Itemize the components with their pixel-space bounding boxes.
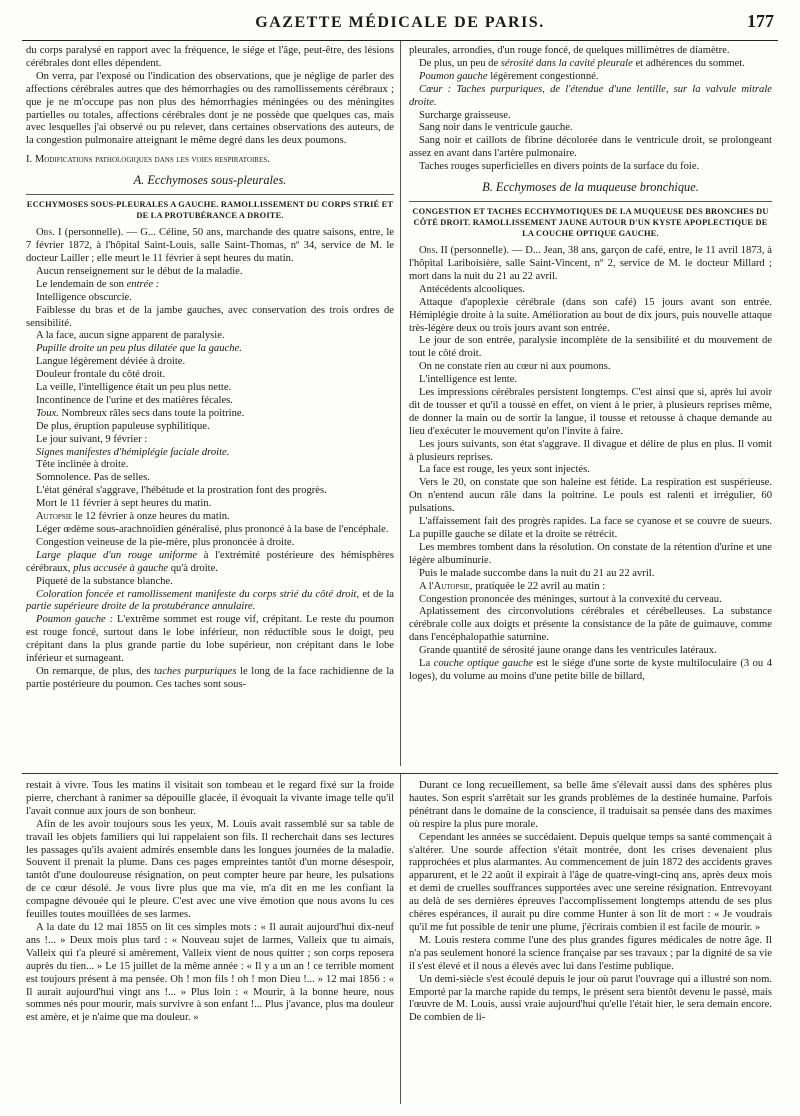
paragraph: Congestion prononcée des méninges, surtout à la convexité du cerveau. [419, 593, 722, 605]
paragraph: Langue légèrement déviée à droite. [36, 356, 186, 368]
paragraph: Poumon gauche : L'extrême sommet est rouge vif, crépitant. Le reste du poumon est rouge foncé, surtout dans le lobe inférieur, non réductible sous le doigt, peu crépitant dans la plus grande partie du lobe supérieur, non crépitant dans le lobe inférieur et surnageant. [26, 614, 394, 665]
paragraph: Surcharge graisseuse. [419, 109, 511, 121]
paragraph: Obs. I (personnelle). — G... Céline, 50 ans, marchande des quatre saisons, entre, le 7 février 1872, à l'hôpital Saint-Louis, salle Saint-Thomas, nº 34, service de M. le docteur Lailler ; elle meurt le 11 février à sept heures du matin. [26, 227, 394, 264]
paragraph: Cependant les années se succédaient. Depuis quelque temps sa santé commençait à s'altérer. Une sourde affection s'était montrée, dont les crises devenaient plus rapprochées et plus alarmantes. Au commencement de juin 1872 des accidents graves apparurent, et le 22 août il expirait à l'âge de quatre-vingt-cinq ans, après deux mois et demi de cruelles souffrances supportées avec une sereine résignation. Entrevoyant au delà de ses dernières épreuves l'accomplissement longtemps attendu de ses plus chères espérances, il aurait pu dire comme Hunter à son lit de mort : « Je voudrais qu'il me fut possible de tenir une plume, j'écrirais combien il est facile de mourir. » [409, 831, 772, 933]
paragraph: De plus, un peu de sérosité dans la cavité pleurale et adhérences du sommet. [419, 57, 745, 69]
paragraph: La face est rouge, les yeux sont injectés. [419, 464, 590, 476]
paragraph: A la face, aucun signe apparent de paralysie. [36, 330, 225, 342]
paragraph: Signes manifestes d'hémiplégie faciale droite. [36, 446, 230, 458]
paragraph: Incontinence de l'urine et des matières fécales. [36, 394, 233, 406]
paragraph: Le lendemain de son entrée : [36, 278, 160, 290]
paragraph: Piqueté de la substance blanche. [36, 575, 173, 587]
column-bottom-right [400, 774, 778, 1104]
paragraph: Faiblesse du bras et de la jambe gauches, avec conservation des trois ordres de sensibilité. [26, 304, 394, 329]
paragraph: Autopsie le 12 février à onze heures du matin. [36, 511, 230, 523]
paragraph: L'intelligence est lente. [419, 374, 518, 386]
paragraph: Grande quantité de sérosité jaune orange dans les ventricules latéraux. [419, 645, 717, 657]
subsection-heading: B. Ecchymoses de la muqueuse bronchique. [482, 180, 699, 195]
paragraph: M. Louis restera comme l'une des plus grandes figures médicales de notre âge. Il n'a pas seulement honoré la science française par ses travaux ; par la dignité de sa vie il s'est élevé et il nous a élevés avec lui dans l'estime publique. [409, 934, 772, 972]
paragraph: Tête inclinée à droite. [36, 459, 129, 471]
paragraph: Obs. II (personnelle). — D... Jean, 38 ans, garçon de café, entre, le 11 avril 1873, à l'hôpital Lariboisière, salle Saint-Vincent, nº 2, service de M. le docteur Millard ; mort dans la nuit du 21 au 22 avril. [409, 245, 772, 282]
column-top-left [22, 41, 400, 766]
paragraph: Taches rouges superficielles en divers points de la surface du foie. [419, 161, 700, 173]
paragraph: Aucun renseignement sur le début de la maladie. [36, 265, 243, 277]
paragraph: Somnolence. Pas de selles. [36, 472, 150, 484]
paragraph: du corps paralysé en rapport avec la fréquence, le siége et l'âge, peut-être, des lésions cérébrales dont elles dépendent. [26, 45, 394, 69]
feuilleton-lower [22, 774, 778, 1104]
paragraph: Durant ce long recueillement, sa belle âme s'élevait aussi dans des sphères plus hautes. Son esprit s'arrêtait sur les grands problèmes de la destinée humaine. Parfois pénétrant dans le domaine de la conscience, il traduisait sa pensée dans des maximes où respire la plus pure morale. [409, 780, 772, 830]
paragraph: Congestion veineuse de la pie-mère, plus prononcée à droite. [36, 536, 295, 548]
paragraph: De plus, éruption papuleuse syphilitique. [36, 420, 210, 432]
section-heading: I. Modifications pathologiques dans les voies respiratoires. [26, 154, 270, 166]
paragraph: restait à vivre. Tous les matins il visitait son tombeau et le regard fixé sur la froide pierre, cherchant à ranimer sa dépouille glacée, il évoquait la vivante image telle qu'il l'avait connue aux jours de son bonheur. [26, 780, 394, 817]
paragraph: Les jours suivants, son état s'aggrave. Il divague et délire de plus en plus. Il vomit à plusieurs reprises. [409, 438, 772, 463]
paragraph: La veille, l'intelligence était un peu plus nette. [36, 382, 232, 394]
paragraph: L'affaissement fait des progrès rapides. La face se cyanose et se couvre de sueurs. La pupille gauche se dilate et la droite se rétrécit. [409, 516, 772, 540]
paragraph: Les membres tombent dans la résolution. On constate de la rétention d'urine et une légère albuminurie. [409, 541, 772, 566]
paragraph: Coloration foncée et ramollissement manifeste du corps strié du côté droit, et de la partie supérieure droite de la protubérance annulaire. [26, 588, 395, 613]
paragraph: Puis le malade succombe dans la nuit du 21 au 22 avril. [419, 567, 655, 579]
paragraph: Large plaque d'un rouge uniforme à l'extrémité postérieure des hémisphères cérébraux, plus accusée à gauche qu'à droite. [26, 549, 395, 574]
paragraph: Le jour de son entrée, paralysie incomplète de la sensibilité et du mouvement de tout le côté droit. [409, 335, 772, 360]
paragraph: On verra, par l'exposé ou l'indication des observations, que je néglige de parler des affections cérébrales autres que des hémorrhagies ou des ramollissements cérébraux ; que je ne m'occupe pas non plus des hémorrhagies méningées ou des méningites partielles ou totales, affections cérébrales dont je ne possède que quelques cas, mais avec lesquelles j'ai observé ou pu relever, dans certaines observations des auteurs, de la congestion pulmonaire atteignant le même degré dans les deux poumons. [26, 70, 394, 147]
paragraph: Vers le 20, on constate que son haleine est fétide. La respiration est suspérieuse. On n'entend aucun râle dans la poitrine. Le pouls est ralenti et irrégulier, 60 pulsations. [409, 477, 772, 515]
paragraph: Mort le 11 février à sept heures du matin. [36, 498, 212, 510]
column-bottom-left [22, 774, 400, 1104]
paragraph: Intelligence obscurcie. [36, 291, 132, 303]
paragraph: Cœur : Taches purpuriques, de l'étendue d'une lentille, sur la valvule mitrale droite. [409, 83, 772, 108]
subsection-heading: A. Ecchymoses sous-pleurales. [133, 173, 287, 188]
paragraph: Aplatissement des circonvolutions cérébrales et cérébelleuses. La substance cérébrale colle aux doigts et présente la consistance de la pâte de guimauve, comme dans l'encéphalopathie saturnine. [409, 606, 772, 644]
page-header [22, 0, 778, 41]
paragraph: pleurales, arrondies, d'un rouge foncé, de quelques millimètres de diamètre. [409, 45, 730, 56]
paragraph: Un demi-siècle s'est écoulé depuis le jour où parut l'ouvrage qui a illustré son nom. Emporté par la marche rapide du temps, le présent sera bientôt devenu le passé, mais l'œuvre de M. Louis, aussi vraie aujourd'hui qu'elle l'était hier, le sera demain encore. De combien de li- [409, 973, 772, 1024]
paragraph: Attaque d'apoplexie cérébrale (dans son café) 15 jours avant son entrée. Hémiplégie droite à la suite. Amélioration au bout de dix jours, puis nouvelle attaque très-légère deux ou trois jours avant son entrée. [409, 296, 772, 334]
paragraph: Douleur frontale du côté droit. [36, 369, 166, 381]
paragraph: Les impressions cérébrales persistent longtemps. C'est ainsi que si, après lui avoir dit de tousser et qu'il a toussé en effet, on vient à le prier, à plusieurs reprises même, de donner la main ou de sortir la langue, il tousse et retousse à chaque demande au lieu d'exécuter le mouvement qu'on l'invite à faire. [409, 387, 772, 437]
paragraph: Sang noir et caillots de fibrine décolorée dans le ventricule droit, se prolongeant assez en avant dans l'artère pulmonaire. [409, 135, 772, 160]
paragraph: Pupille droite un peu plus dilatée que la gauche. [36, 343, 242, 355]
paragraph: Poumon gauche légèrement congestionné. [419, 70, 599, 82]
paragraph: On remarque, de plus, des taches purpuriques le long de la face rachidienne de la partie postérieure du poumon. Ces taches sont sous- [26, 665, 394, 690]
paragraph: L'état général s'aggrave, l'hébétude et la prostration font des progrès. [36, 485, 327, 497]
paragraph: Sang noir dans le ventricule gauche. [419, 122, 573, 134]
paragraph: La couche optique gauche est le siége d'une sorte de kyste multiloculaire (3 ou 4 loges), du volume au moins d'une petite bille de billard, [409, 658, 772, 682]
column-top-right [400, 41, 778, 766]
journal-title: GAZETTE MÉDICALE DE PARIS. [255, 14, 545, 31]
case-heading: CONGESTION ET TACHES ECCHYMOTIQUES DE LA MUQUEUSE DES BRONCHES DU CÔTÉ DROIT. RAMOLLISSEMENT JAUNE AUTOUR D'UN KYSTE APOPLECTIQUE DE LA COUCHE OPTIQUE GAUCHE. [409, 201, 772, 239]
page-number: 177 [747, 11, 774, 31]
paragraph: On ne constate rien au cœur ni aux poumons. [419, 361, 611, 373]
paragraph: Afin de les avoir toujours sous les yeux, M. Louis avait rassemblé sur sa table de travail les objets familiers qui lui rappelaient son fils. Il recherchait dans ses lectures les passages qu'ils avaient admirés ensemble dans les longues journées de la maladie. Souvent il prenait la plume. Dans ces pages empreintes tantôt d'un morne désespoir, tantôt d'une douloureuse résignation, on peut compter heure par heure, les pulsations de ce cœur désolé. Je vous livre plus que ma vie, m'a dit en me les confiant la compagne dévouée qui le pleure. C'est avec une vive émotion que nous avons lu ces feuilles toutes mouillées de ses larmes. [26, 818, 394, 921]
paragraph: A l'Autopsie, pratiquée le 22 avril au matin : [419, 580, 606, 592]
case-heading: ECCHYMOSES SOUS-PLEURALES A GAUCHE. RAMOLLISSEMENT DU CORPS STRIÉ ET DE LA PROTUBÉRANCE A DROITE. [26, 194, 394, 221]
paragraph: Toux. Nombreux râles secs dans toute la poitrine. [36, 407, 245, 419]
paragraph: Antécédents alcooliques. [419, 283, 525, 295]
paragraph: Le jour suivant, 9 février : [36, 433, 148, 445]
paragraph: A la date du 12 mai 1855 on lit ces simples mots : « Il aurait aujourd'hui dix-neuf ans !... » Deux mois plus tard : « Nouveau sujet de larmes, Valleix que tu aimais, Valleix qui t'a pleuré si amèrement, Valleix vient de nous quitter ; son corps reposera auprès du tien... » Le 15 juillet de la même année : « Il y a un an ! ce terrible moment est toujours présent à ma pensée. Oh ! mon fils ! oh ! mon Dieu !... » 12 mai 1856 : « Il aurait aujourd'hui vingt ans !... » Plus loin : « Mourir, à la bonne heure, nous sommes nés pour mourir, mais survivre à son enfant !... Plus j'avance, plus ma douleur est amère, et je n'aime que ma douleur. » [26, 921, 394, 1024]
paragraph: Léger œdème sous-arachnoïdien généralisé, plus prononcé à la base de l'encéphale. [36, 524, 389, 535]
article-upper [22, 41, 778, 766]
